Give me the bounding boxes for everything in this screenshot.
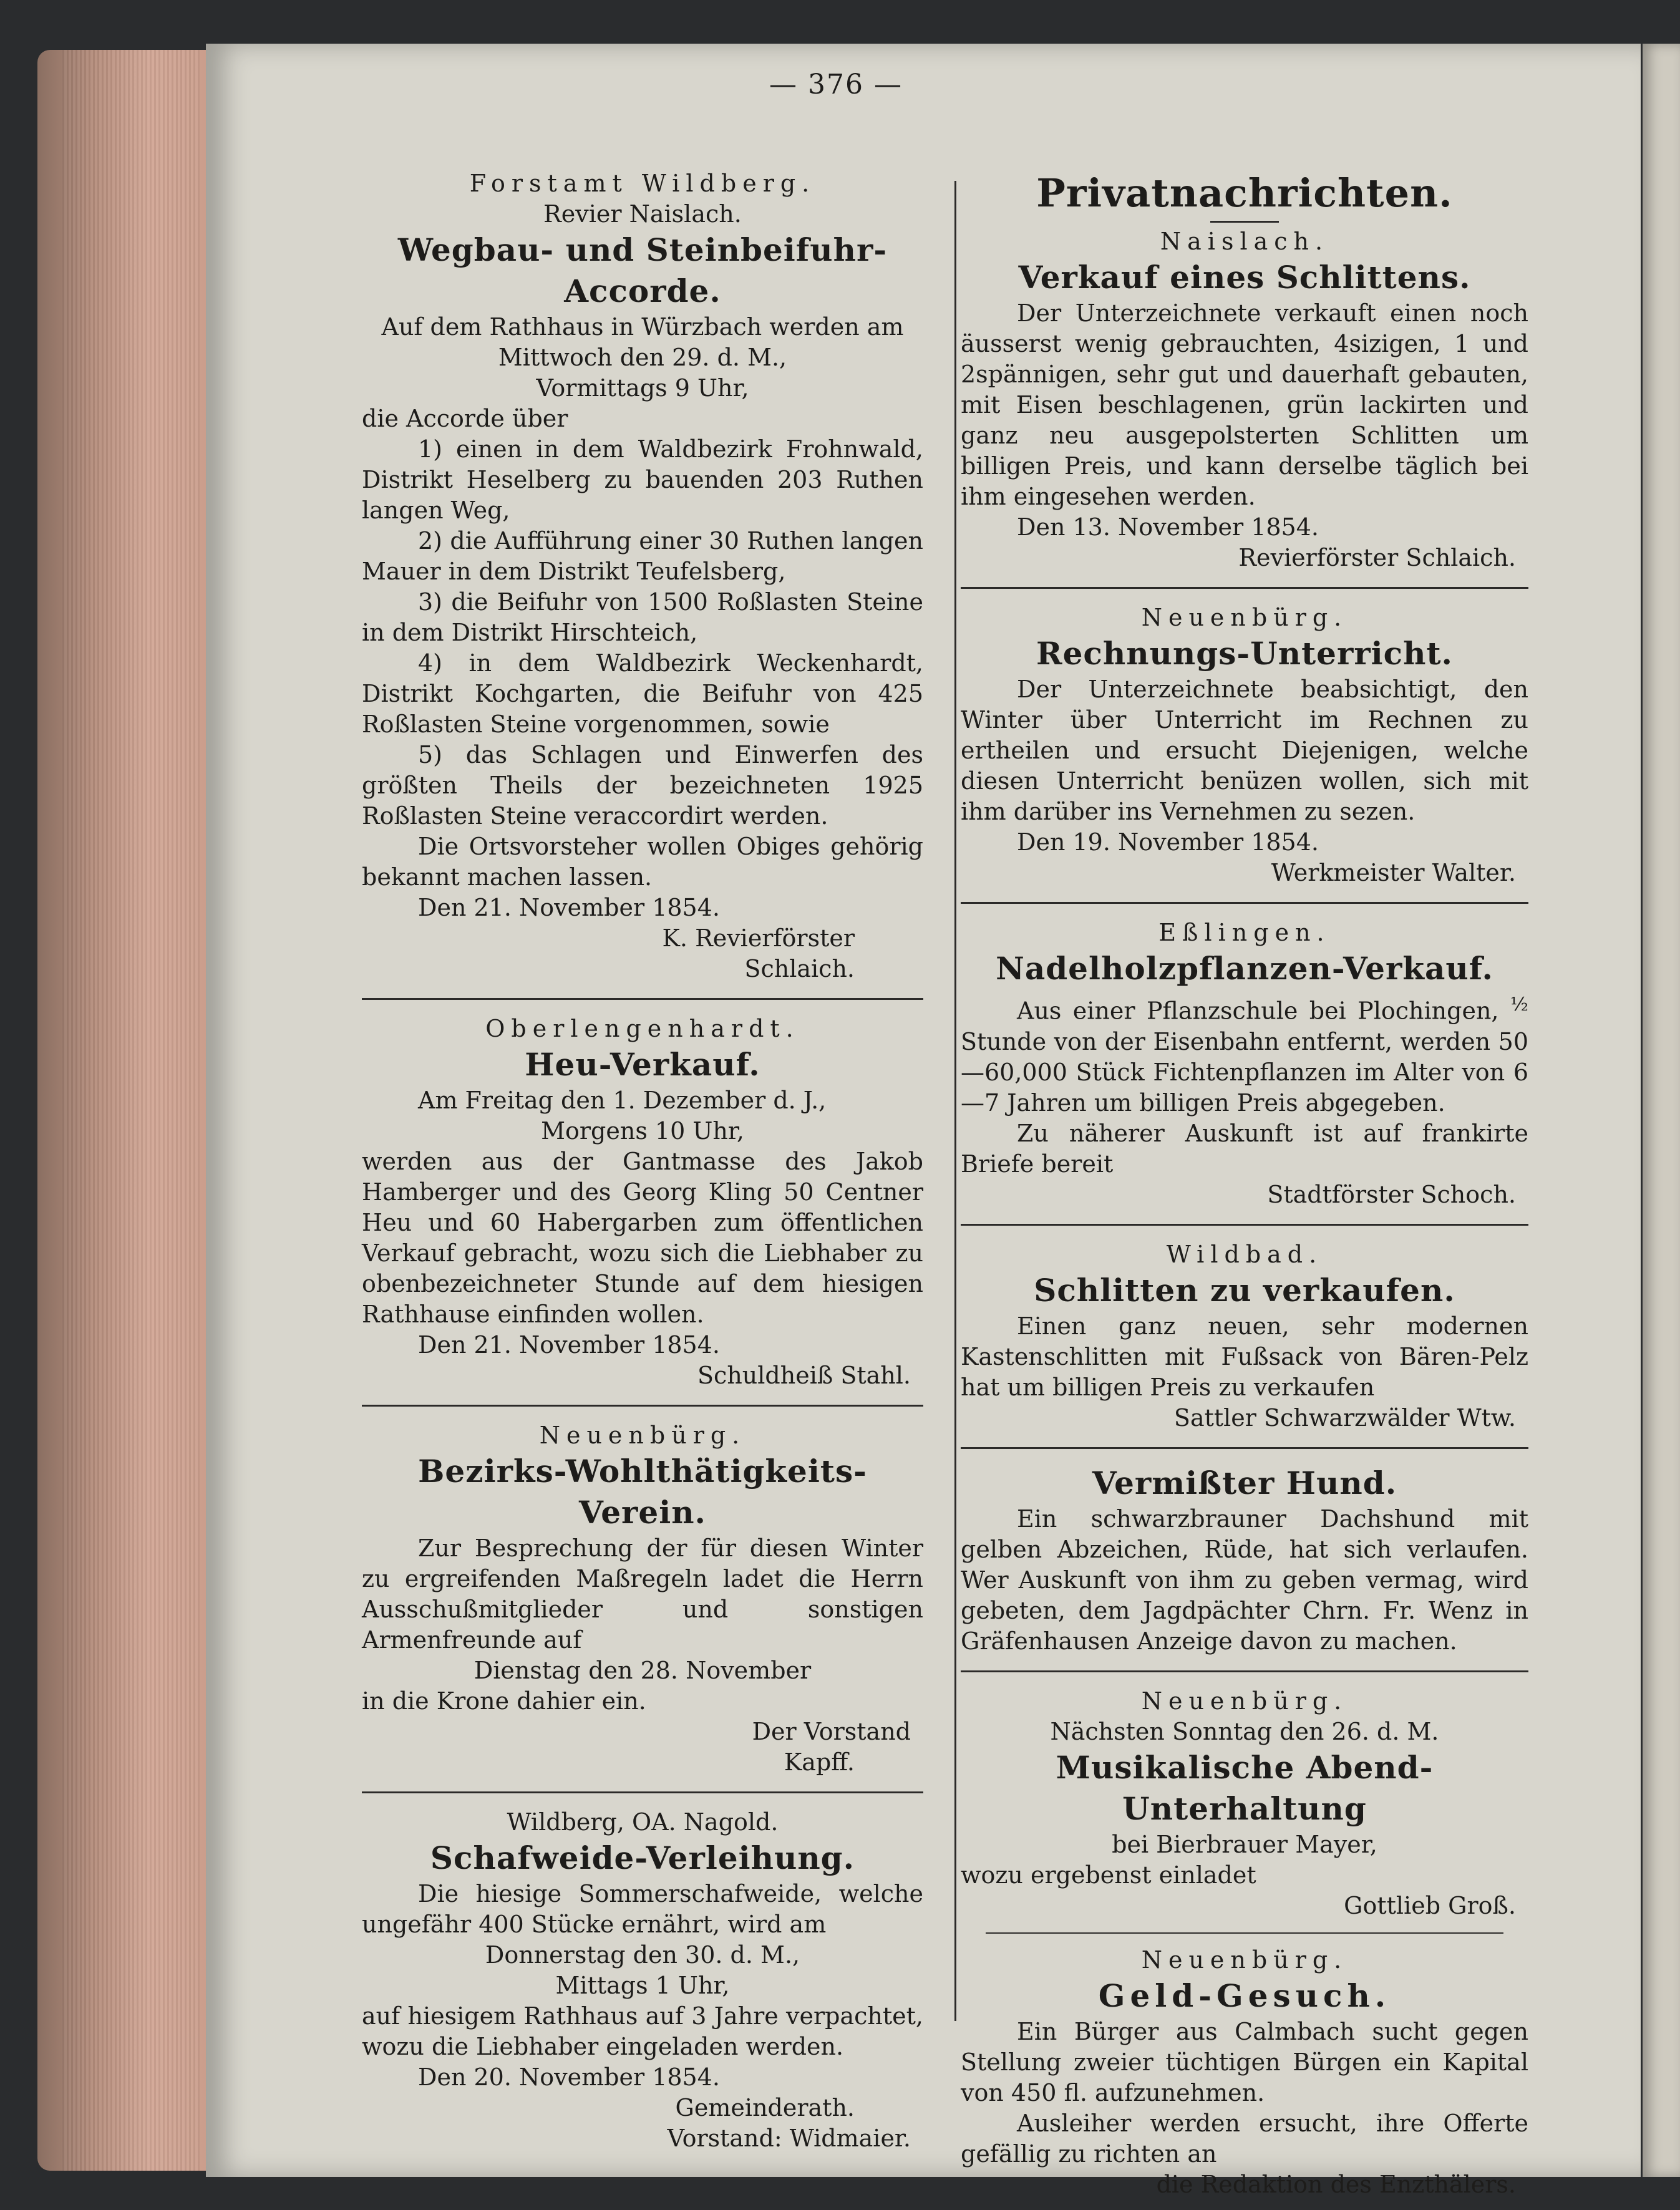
notice-body: Die hiesige Sommerschafweide, welche ungefähr 400 Stücke ernährt, wird am: [362, 1880, 923, 1938]
notice-headline: Vermißter Hund.: [1092, 1464, 1397, 1501]
list-item: 5) das Schlagen und Einwerfen des größten Theils der bezeichneten 1925 Roßlasten Steine veraccordirt werden.: [362, 741, 923, 830]
notice-schlitten: [961, 226, 1528, 573]
notice-body: [961, 989, 1528, 1118]
notice-headline: Geld-Gesuch.: [1098, 1977, 1391, 2014]
column-divider: [954, 181, 956, 2021]
notice-line: Auf dem Rathhaus in Würzbach werden am: [381, 313, 904, 341]
notice-body: Einen ganz neuen, sehr modernen Kastenschlitten mit Fußsack von Bären-Pelz hat um billigen Preis zu verkaufen: [961, 1312, 1528, 1401]
notice-line: Morgens 10 Uhr,: [541, 1117, 744, 1145]
notice-signature: Gottlieb Groß.: [1344, 1891, 1516, 1919]
notice-place: Neuenbürg.: [1141, 604, 1348, 631]
notice-place: Naislach.: [1160, 228, 1329, 255]
notice-headline: Musikalische Abend-Unterhaltung: [1056, 1748, 1434, 1827]
notice-body: auf hiesigem Rathhaus auf 3 Jahre verpachtet, wozu die Liebhaber eingeladen werden.: [362, 2002, 923, 2060]
notice-headline: Bezirks-Wohlthätigkeits-Verein.: [418, 1453, 867, 1531]
list-item: 4) in dem Waldbezirk Weckenhardt, Distrikt Kochgarten, die Beifuhr von 425 Roßlasten Steine vorgenommen, sowie: [362, 649, 923, 738]
notice-headline: Rechnungs-Unterricht.: [1036, 635, 1453, 672]
notice-geld-gesuch: [961, 1945, 1528, 2200]
notice-place: Forstamt Wildberg.: [469, 170, 816, 197]
notice-signature: Der Vorstand: [752, 1718, 911, 1745]
notice-line: Vormittags 9 Uhr,: [536, 374, 749, 402]
notice-separator: [961, 1224, 1528, 1226]
notice-headline: Schlitten zu verkaufen.: [1034, 1271, 1455, 1309]
notice-rechnungs-unterricht: [961, 603, 1528, 888]
notice-signature: Stadtförster Schoch.: [1267, 1180, 1516, 1208]
notice-body: Der Unterzeichnete verkauft einen noch äusserst wenig gebrauchten, 4sizigen, 1 und 2spännigen, sehr gut und dauerhaft gebauten, mit Eisen beschlagenen, grün lackirten und ganz neu ausgepolsterten Schlitten um billigen Preis, und kann derselbe täglich bei ihm eingesehen werden.: [961, 299, 1528, 510]
notice-date: Den 21. November 1854.: [418, 894, 720, 921]
notice-body-start: Aus einer Pflanzschule bei Plochingen,: [1017, 997, 1499, 1025]
notice-separator: [362, 1791, 923, 1793]
adjacent-page-edge: [1643, 44, 1680, 2177]
notice-schlitten-verkaufen: [961, 1239, 1528, 1433]
notice-headline: Heu-Verkauf.: [525, 1046, 760, 1083]
notice-body: Die Ortsvorsteher wollen Obiges gehörig bekannt machen lassen.: [362, 833, 923, 891]
notice-signature: Revierförster Schlaich.: [1238, 544, 1516, 571]
notice-separator: [961, 587, 1528, 589]
notice-separator: [986, 1932, 1503, 1934]
list-item: 3) die Beifuhr von 1500 Roßlasten Steine in dem Distrikt Hirschteich,: [362, 588, 923, 646]
notice-heu-verkauf: [362, 1014, 923, 1391]
notice-headline: Verkauf eines Schlittens.: [1018, 259, 1471, 296]
notice-separator: [961, 1447, 1528, 1449]
list-item: 2) die Aufführung einer 30 Ruthen langen Mauer in dem Distrikt Teufelsberg,: [362, 527, 923, 585]
notice-line: die Accorde über: [362, 405, 568, 432]
notice-wegbau: [362, 168, 923, 984]
notice-place: Wildbad.: [1166, 1240, 1323, 1268]
notice-line: Nächsten Sonntag den 26. d. M.: [1050, 1717, 1439, 1745]
notice-signature: Schuldheiß Stahl.: [697, 1362, 911, 1389]
section-title: Privatnachrichten.: [1036, 170, 1453, 216]
notice-body: Ein Bürger aus Calmbach sucht gegen Stellung zweier tüchtigen Bürgen ein Kapital von 450 fl. aufzunehmen.: [961, 2017, 1528, 2106]
notice-separator: [961, 1670, 1528, 1672]
notice-wohlthaetigkeit: [362, 1420, 923, 1778]
notice-body: Zur Besprechung der für diesen Winter zu ergreifenden Maßregeln ladet die Herrn Ausschußmitglieder und sonstigen Armenfreunde auf: [362, 1534, 923, 1654]
notice-line: Mittwoch den 29. d. M.,: [498, 344, 787, 371]
notice-date: Den 19. November 1854.: [1017, 828, 1319, 856]
notice-body: Ausleiher werden ersucht, ihre Offerte gefällig zu richten an: [961, 2109, 1528, 2168]
notice-line: Dienstag den 28. November: [473, 1657, 812, 1684]
notice-nadelholzpflanzen: [961, 918, 1528, 1210]
notice-body: Der Unterzeichnete beabsichtigt, den Winter über Unterricht im Rechnen zu ertheilen und ersucht Diejenigen, welche diesen Unterricht benüzen wollen, sich mit ihm darüber ins Vernehmen zu sezen.: [961, 676, 1528, 825]
notice-line: wozu ergebenst einladet: [961, 1861, 1256, 1889]
notice-signature: Sattler Schwarzwälder Wtw.: [1173, 1403, 1516, 1432]
notice-separator: [961, 902, 1528, 904]
notice-headline: Nadelholzpflanzen-Verkauf.: [996, 950, 1493, 987]
notice-headline: Wegbau- und Steinbeifuhr-Accorde.: [397, 231, 888, 309]
left-column: [362, 168, 923, 2154]
notice-line: bei Bierbrauer Mayer,: [1112, 1830, 1377, 1858]
notice-signature: Vorstand: Widmaier.: [667, 2125, 911, 2152]
notice-body: Ein schwarzbrauner Dachshund mit gelben Abzeichen, Rüde, hat sich verlaufen. Wer Auskunft von ihm zu geben vermag, wird gebeten, dem Jagdpächter Chrn. Fr. Wenz in Gräfenhausen Anzeige davon zu machen.: [961, 1505, 1528, 1655]
page-number: — 376 —: [769, 69, 903, 100]
notice-body-rest: Stunde von der Eisenbahn entfernt, werden 50—60,000 Stück Fichtenpflanzen im Alter von 6—7 Jahren um billigen Preis abgegeben.: [961, 1027, 1528, 1117]
notice-signature: Schlaich.: [744, 955, 855, 982]
title-rule: [1210, 221, 1279, 223]
notice-date: Den 13. November 1854.: [1017, 513, 1319, 541]
notice-signature: Werkmeister Walter.: [1271, 859, 1516, 886]
fraction-half: ½: [1510, 994, 1528, 1015]
notice-subplace: Revier Naislach.: [543, 200, 742, 228]
notice-place: Neuenbürg.: [1141, 1687, 1348, 1715]
notice-line: Donnerstag den 30. d. M.,: [485, 1941, 800, 1969]
notice-headline: Schafweide-Verleihung.: [430, 1839, 855, 1876]
notice-line: Mittags 1 Uhr,: [555, 1972, 730, 1999]
notice-body: werden aus der Gantmasse des Jakob Hamberger und des Georg Kling 50 Centner Heu und 60 Habergarben zum öffentlichen Verkauf gebracht, wozu sich die Liebhaber zu obenbezeichneter Stunde auf dem hiesigen Rathhause einfinden wollen.: [362, 1148, 923, 1328]
notice-signature: Kapff.: [784, 1748, 855, 1776]
notice-schafweide: [362, 1807, 923, 2154]
notice-line: in die Krone dahier ein.: [362, 1687, 646, 1715]
notice-place: Oberlengenhardt.: [485, 1015, 800, 1042]
notice-signature: K. Revierförster: [662, 924, 855, 952]
notice-place: Wildberg, OA. Nagold.: [507, 1808, 779, 1836]
notice-separator: [362, 1405, 923, 1407]
notice-date: Den 21. November 1854.: [418, 1331, 720, 1359]
right-column: [961, 168, 1528, 2200]
list-item: 1) einen in dem Waldbezirk Frohnwald, Distrikt Heselberg zu bauenden 203 Ruthen langen Weg,: [362, 435, 923, 524]
notice-body: Zu näherer Auskunft ist auf frankirte Briefe bereit: [961, 1119, 1528, 1178]
notice-abend-unterhaltung: [961, 1686, 1528, 1921]
notice-date: Den 20. November 1854.: [418, 2063, 720, 2091]
notice-line: Am Freitag den 1. Dezember d. J.,: [418, 1087, 827, 1114]
notice-vermisster-hund: [961, 1463, 1528, 1657]
notice-place: Neuenbürg.: [539, 1422, 746, 1449]
notice-separator: [362, 998, 923, 1000]
notice-signature: Gemeinderath.: [675, 2094, 855, 2121]
book-page-edges: [37, 50, 225, 2171]
notice-place: Neuenbürg.: [1141, 1946, 1348, 1974]
notice-place: Eßlingen.: [1158, 919, 1331, 946]
notice-signature: die Redaktion des Enzthälers.: [1156, 2170, 1516, 2198]
